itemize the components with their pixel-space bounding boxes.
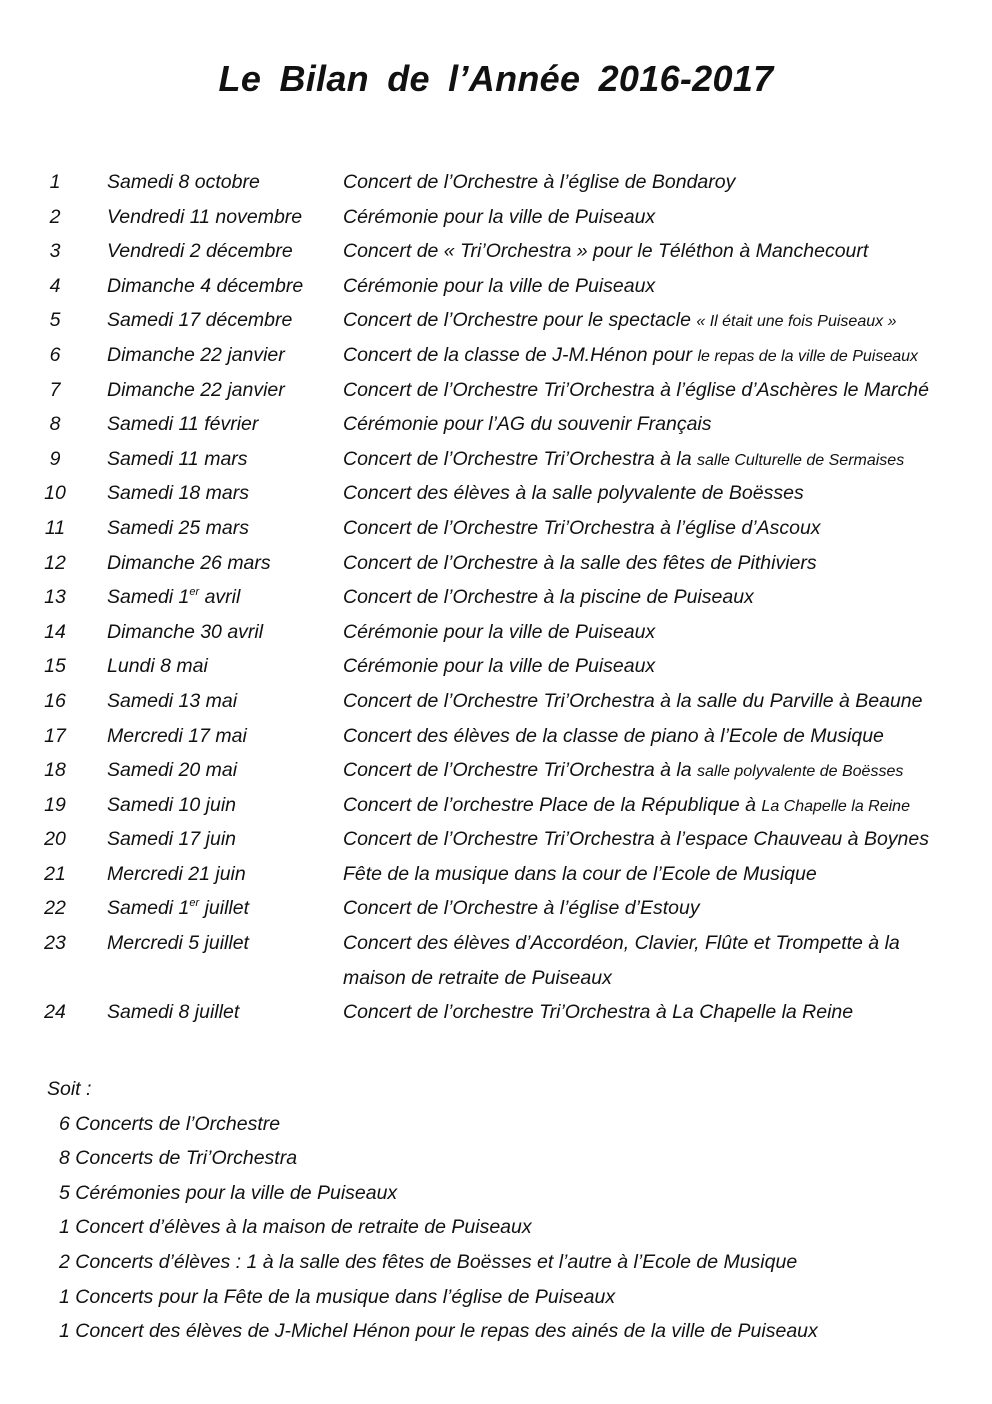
event-row [0, 615, 992, 650]
event-date-superscript: er [189, 586, 200, 599]
event-date [107, 373, 285, 408]
event-description [343, 476, 963, 513]
event-description-main: Cérémonie pour la ville de Puiseaux [343, 620, 656, 643]
event-date-main: Samedi 17 décembre [107, 309, 293, 332]
event-date-main: Samedi 18 mars [107, 482, 249, 505]
event-date-main: Dimanche 22 janvier [107, 378, 285, 401]
event-date-main: Samedi 13 mai [107, 689, 238, 712]
event-description [343, 303, 963, 340]
event-description-main: Concert de l’Orchestre pour le spectacle [343, 309, 697, 332]
event-description [343, 684, 963, 721]
event-description [343, 546, 963, 583]
event-row [0, 338, 992, 373]
event-date-superscript: er [189, 897, 200, 910]
event-date-main: Mercredi 5 juillet [107, 932, 249, 955]
event-number: 7 [49, 378, 61, 401]
event-date-main: Mercredi 21 juin [107, 862, 246, 885]
event-date-main: Samedi 8 juillet [107, 1001, 240, 1024]
event-number: 5 [49, 309, 61, 332]
event-date [107, 580, 240, 615]
event-date-main: Samedi 1 [107, 897, 190, 920]
summary-label: Soit : [47, 1078, 92, 1100]
event-description-main: Cérémonie pour la ville de Puiseaux [343, 274, 656, 297]
event-date [107, 615, 263, 650]
event-description-main: Fête de la musique dans la cour de l’Ecole de Musique [343, 862, 817, 885]
summary-item: 8 Concerts de Tri’Orchestra [59, 1147, 298, 1170]
event-description [343, 891, 963, 928]
event-description-main: Concert des élèves d’Accordéon, Clavier, Flûte et Trompette à la maison de retraite de Puiseaux [343, 932, 900, 989]
event-description-main: Concert de l’orchestre Tri’Orchestra à La Chapelle la Reine [343, 1001, 854, 1024]
event-number: 24 [44, 1001, 66, 1024]
event-description-main: Concert de l’Orchestre Tri’Orchestra à la salle du Parville à Beaune [343, 689, 923, 712]
event-date-main: Samedi 20 mai [107, 759, 238, 782]
summary-item: 1 Concert d’élèves à la maison de retraite de Puiseaux [59, 1216, 532, 1239]
event-description [343, 753, 963, 790]
event-row [0, 200, 992, 235]
event-number: 15 [44, 655, 66, 678]
page-title: Le Bilan de l’Année 2016-2017 [218, 58, 774, 99]
event-row [0, 303, 992, 338]
event-date [107, 303, 292, 338]
summary-item: 1 Concerts pour la Fête de la musique dans l’église de Puiseaux [59, 1285, 616, 1308]
event-date-main: Dimanche 4 décembre [107, 274, 304, 297]
event-description-main: Concert de l’Orchestre Tri’Orchestra à l’espace Chauveau à Boynes [343, 828, 929, 851]
event-number: 23 [44, 932, 66, 955]
event-description [343, 407, 963, 444]
event-row [0, 822, 992, 857]
event-row [0, 546, 992, 581]
event-number: 18 [44, 759, 66, 782]
event-description [343, 615, 963, 652]
event-description-main: Concert des élèves à la salle polyvalente de Boësses [343, 482, 804, 505]
event-date-main: Samedi 11 février [107, 413, 259, 436]
event-number: 21 [44, 862, 66, 885]
event-row [0, 857, 992, 892]
event-row [0, 373, 992, 408]
event-date [107, 649, 208, 684]
events-list [0, 165, 992, 1030]
event-row [0, 234, 992, 269]
summary-item: 5 Cérémonies pour la ville de Puiseaux [59, 1181, 398, 1204]
event-description-main: Concert de l’Orchestre Tri’Orchestra à l’église d’Aschères le Marché [343, 378, 929, 401]
event-description [343, 200, 963, 237]
event-number: 16 [44, 689, 66, 712]
event-number: 20 [44, 828, 66, 851]
event-row [0, 926, 992, 995]
event-date [107, 719, 247, 754]
event-row [0, 407, 992, 442]
event-number: 13 [44, 586, 66, 609]
event-description [343, 269, 963, 306]
event-date-main: Mercredi 17 mai [107, 724, 247, 747]
event-number: 6 [49, 343, 61, 366]
event-number: 4 [49, 274, 61, 297]
event-description-main: Concert de l’Orchestre Tri’Orchestra à la [343, 759, 697, 782]
event-number: 1 [49, 171, 61, 193]
event-number: 14 [44, 620, 66, 643]
event-date-main: Lundi 8 mai [107, 655, 208, 678]
event-description [343, 234, 963, 271]
event-description [343, 511, 963, 548]
event-description-small: La Chapelle la Reine [761, 797, 910, 815]
event-date [107, 546, 271, 581]
event-row [0, 649, 992, 684]
event-row [0, 165, 992, 200]
event-description-small: salle polyvalente de Boësses [697, 763, 904, 781]
event-description [343, 373, 963, 410]
event-date-main: Vendredi 2 décembre [107, 240, 293, 263]
event-date-main: Dimanche 22 janvier [107, 343, 285, 366]
event-description-small: « Il était une fois Puiseaux » [696, 313, 897, 331]
event-date [107, 753, 237, 788]
event-date [107, 442, 248, 477]
event-row [0, 269, 992, 304]
event-date [107, 857, 246, 892]
event-date-main: Dimanche 26 mars [107, 551, 271, 574]
summary-list [59, 1107, 818, 1349]
event-date [107, 200, 302, 235]
event-date [107, 822, 236, 857]
event-row [0, 788, 992, 823]
event-description-main: Concert de l’Orchestre Tri’Orchestra à l’église d’Ascoux [343, 516, 821, 539]
event-date [107, 338, 285, 373]
event-description-main: Concert de l’Orchestre à l’église d’Estouy [343, 897, 700, 920]
event-date-main: Samedi 8 octobre [107, 171, 260, 193]
event-description [343, 857, 963, 894]
event-date-main: Samedi 1 [107, 586, 190, 609]
event-date-main: Samedi 10 juin [107, 793, 236, 816]
event-description-main: Concert des élèves de la classe de piano à l’Ecole de Musique [343, 724, 884, 747]
event-date-main: Vendredi 11 novembre [107, 205, 303, 228]
event-description-main: Cérémonie pour l’AG du souvenir Français [343, 413, 712, 436]
event-description [343, 338, 963, 375]
summary-item: 6 Concerts de l’Orchestre [59, 1112, 281, 1135]
event-description-main: Concert de l’Orchestre à l’église de Bondaroy [343, 171, 736, 193]
event-number: 8 [49, 413, 61, 436]
event-date [107, 407, 258, 442]
event-date-main: Samedi 17 juin [107, 828, 236, 851]
event-row [0, 511, 992, 546]
event-row [0, 476, 992, 511]
event-date [107, 684, 237, 719]
event-description [343, 995, 963, 1032]
event-date-main: Samedi 25 mars [107, 516, 249, 539]
event-description [343, 822, 963, 859]
event-description-small: le repas de la ville de Puiseaux [697, 347, 919, 365]
event-row [0, 442, 992, 477]
event-date [107, 926, 249, 961]
event-description [343, 442, 963, 479]
event-row [0, 580, 992, 615]
event-description-main: Cérémonie pour la ville de Puiseaux [343, 205, 656, 228]
event-number: 10 [44, 482, 66, 505]
event-description-main: Concert de l’Orchestre Tri’Orchestra à la [343, 447, 697, 470]
event-date-rest: avril [199, 586, 241, 609]
event-description [343, 580, 963, 617]
event-description-main: Cérémonie pour la ville de Puiseaux [343, 655, 656, 678]
event-description-small: salle Culturelle de Sermaises [697, 451, 905, 469]
event-number: 17 [44, 724, 66, 747]
event-description [343, 649, 963, 686]
event-date [107, 269, 303, 304]
event-date [107, 476, 249, 511]
event-row [0, 995, 992, 1030]
event-row [0, 891, 992, 926]
event-row [0, 719, 992, 754]
event-description-main: Concert de l’Orchestre à la salle des fêtes de Pithiviers [343, 551, 817, 574]
event-date [107, 788, 236, 823]
summary-item: 2 Concerts d’élèves : 1 à la salle des fêtes de Boësses et l’autre à l’Ecole de Musique [59, 1250, 798, 1273]
event-date [107, 511, 249, 546]
event-description-main: Concert de l’orchestre Place de la République à [343, 793, 762, 816]
event-description-main: Concert de l’Orchestre à la piscine de Puiseaux [343, 586, 754, 609]
event-number: 11 [44, 516, 66, 539]
event-description [343, 926, 963, 997]
event-number: 3 [49, 240, 61, 263]
event-description [343, 788, 963, 825]
event-date [107, 995, 239, 1030]
event-date [107, 165, 260, 200]
event-description [343, 719, 963, 756]
event-number: 19 [44, 793, 66, 816]
event-date [107, 891, 249, 926]
event-number: 12 [44, 551, 66, 574]
event-row [0, 753, 992, 788]
event-date [107, 234, 293, 269]
event-description-main: Concert de « Tri’Orchestra » pour le Téléthon à Manchecourt [343, 240, 869, 263]
event-description-main: Concert de la classe de J-M.Hénon pour [343, 343, 698, 366]
event-number: 9 [49, 447, 61, 470]
event-date-rest: juillet [199, 897, 250, 920]
event-number: 2 [49, 205, 61, 228]
event-description [343, 165, 963, 202]
event-number: 22 [44, 897, 66, 920]
event-date-main: Samedi 11 mars [107, 447, 248, 470]
summary-item: 1 Concert des élèves de J-Michel Hénon pour le repas des ainés de la ville de Puiseaux [59, 1320, 818, 1343]
event-date-main: Dimanche 30 avril [107, 620, 264, 643]
event-row [0, 684, 992, 719]
